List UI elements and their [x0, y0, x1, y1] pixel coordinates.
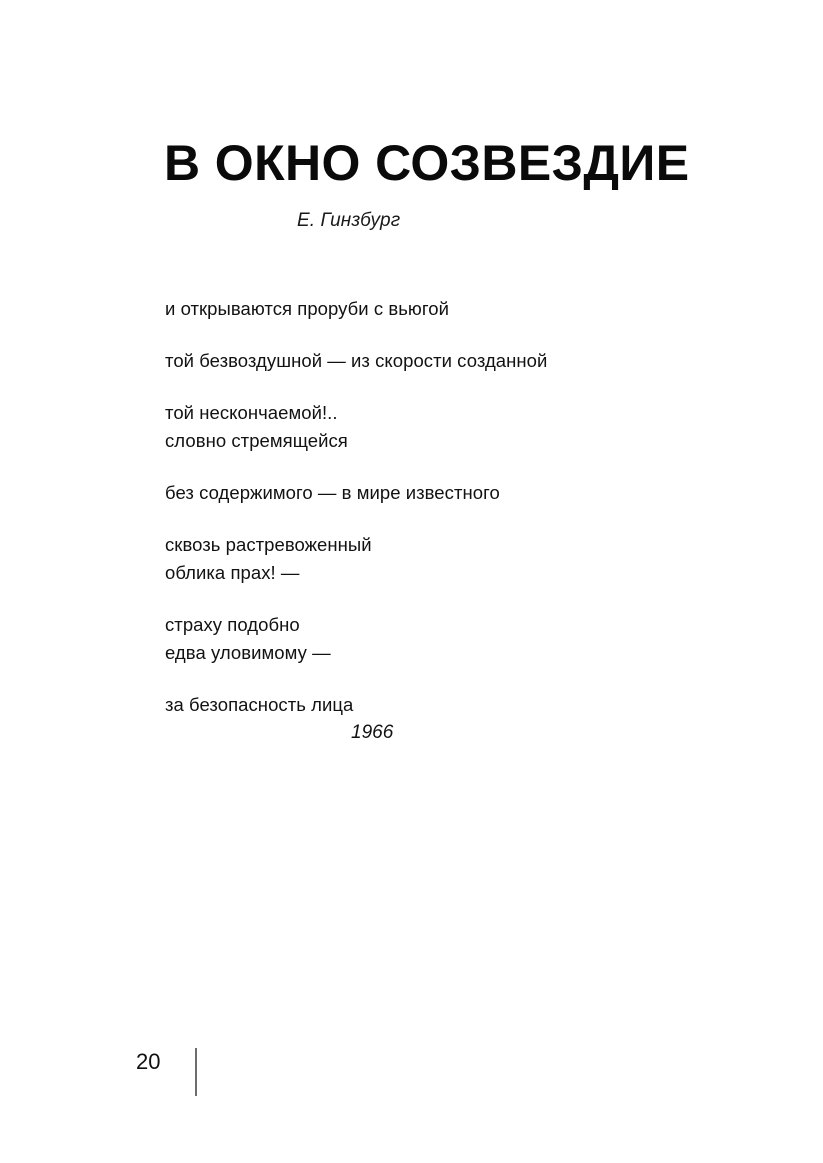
poem-body	[165, 295, 765, 747]
verse-line: словно стремящейся	[165, 430, 348, 451]
verse-line: без содержимого — в мире известного	[165, 482, 500, 503]
verse-line: и открываются проруби с вьюгой	[165, 298, 449, 319]
footer-divider	[195, 1048, 197, 1096]
stanza	[165, 295, 765, 323]
stanza	[165, 531, 765, 587]
verse-line: едва уловимому —	[165, 642, 331, 663]
dedication-line: Е. Гинзбург	[297, 210, 401, 231]
stanza	[165, 399, 765, 455]
stanza	[165, 691, 765, 747]
stanza	[165, 479, 765, 507]
page-footer	[0, 1044, 823, 1104]
stanza	[165, 347, 765, 375]
verse-line: страху подобно	[165, 614, 300, 635]
page-title: В ОКНО СОЗВЕЗДИЕ	[164, 134, 690, 191]
poem-year: 1966	[351, 722, 394, 743]
verse-line: за безопасность лица	[165, 694, 354, 715]
page-number: 20	[136, 1049, 161, 1074]
verse-line: той безвоздушной — из скорости созданной	[165, 350, 548, 371]
verse-line: той нескончаемой!..	[165, 402, 338, 423]
stanza	[165, 611, 765, 667]
verse-line: сквозь растревоженный	[165, 534, 372, 555]
verse-line: облика прах! —	[165, 562, 300, 583]
